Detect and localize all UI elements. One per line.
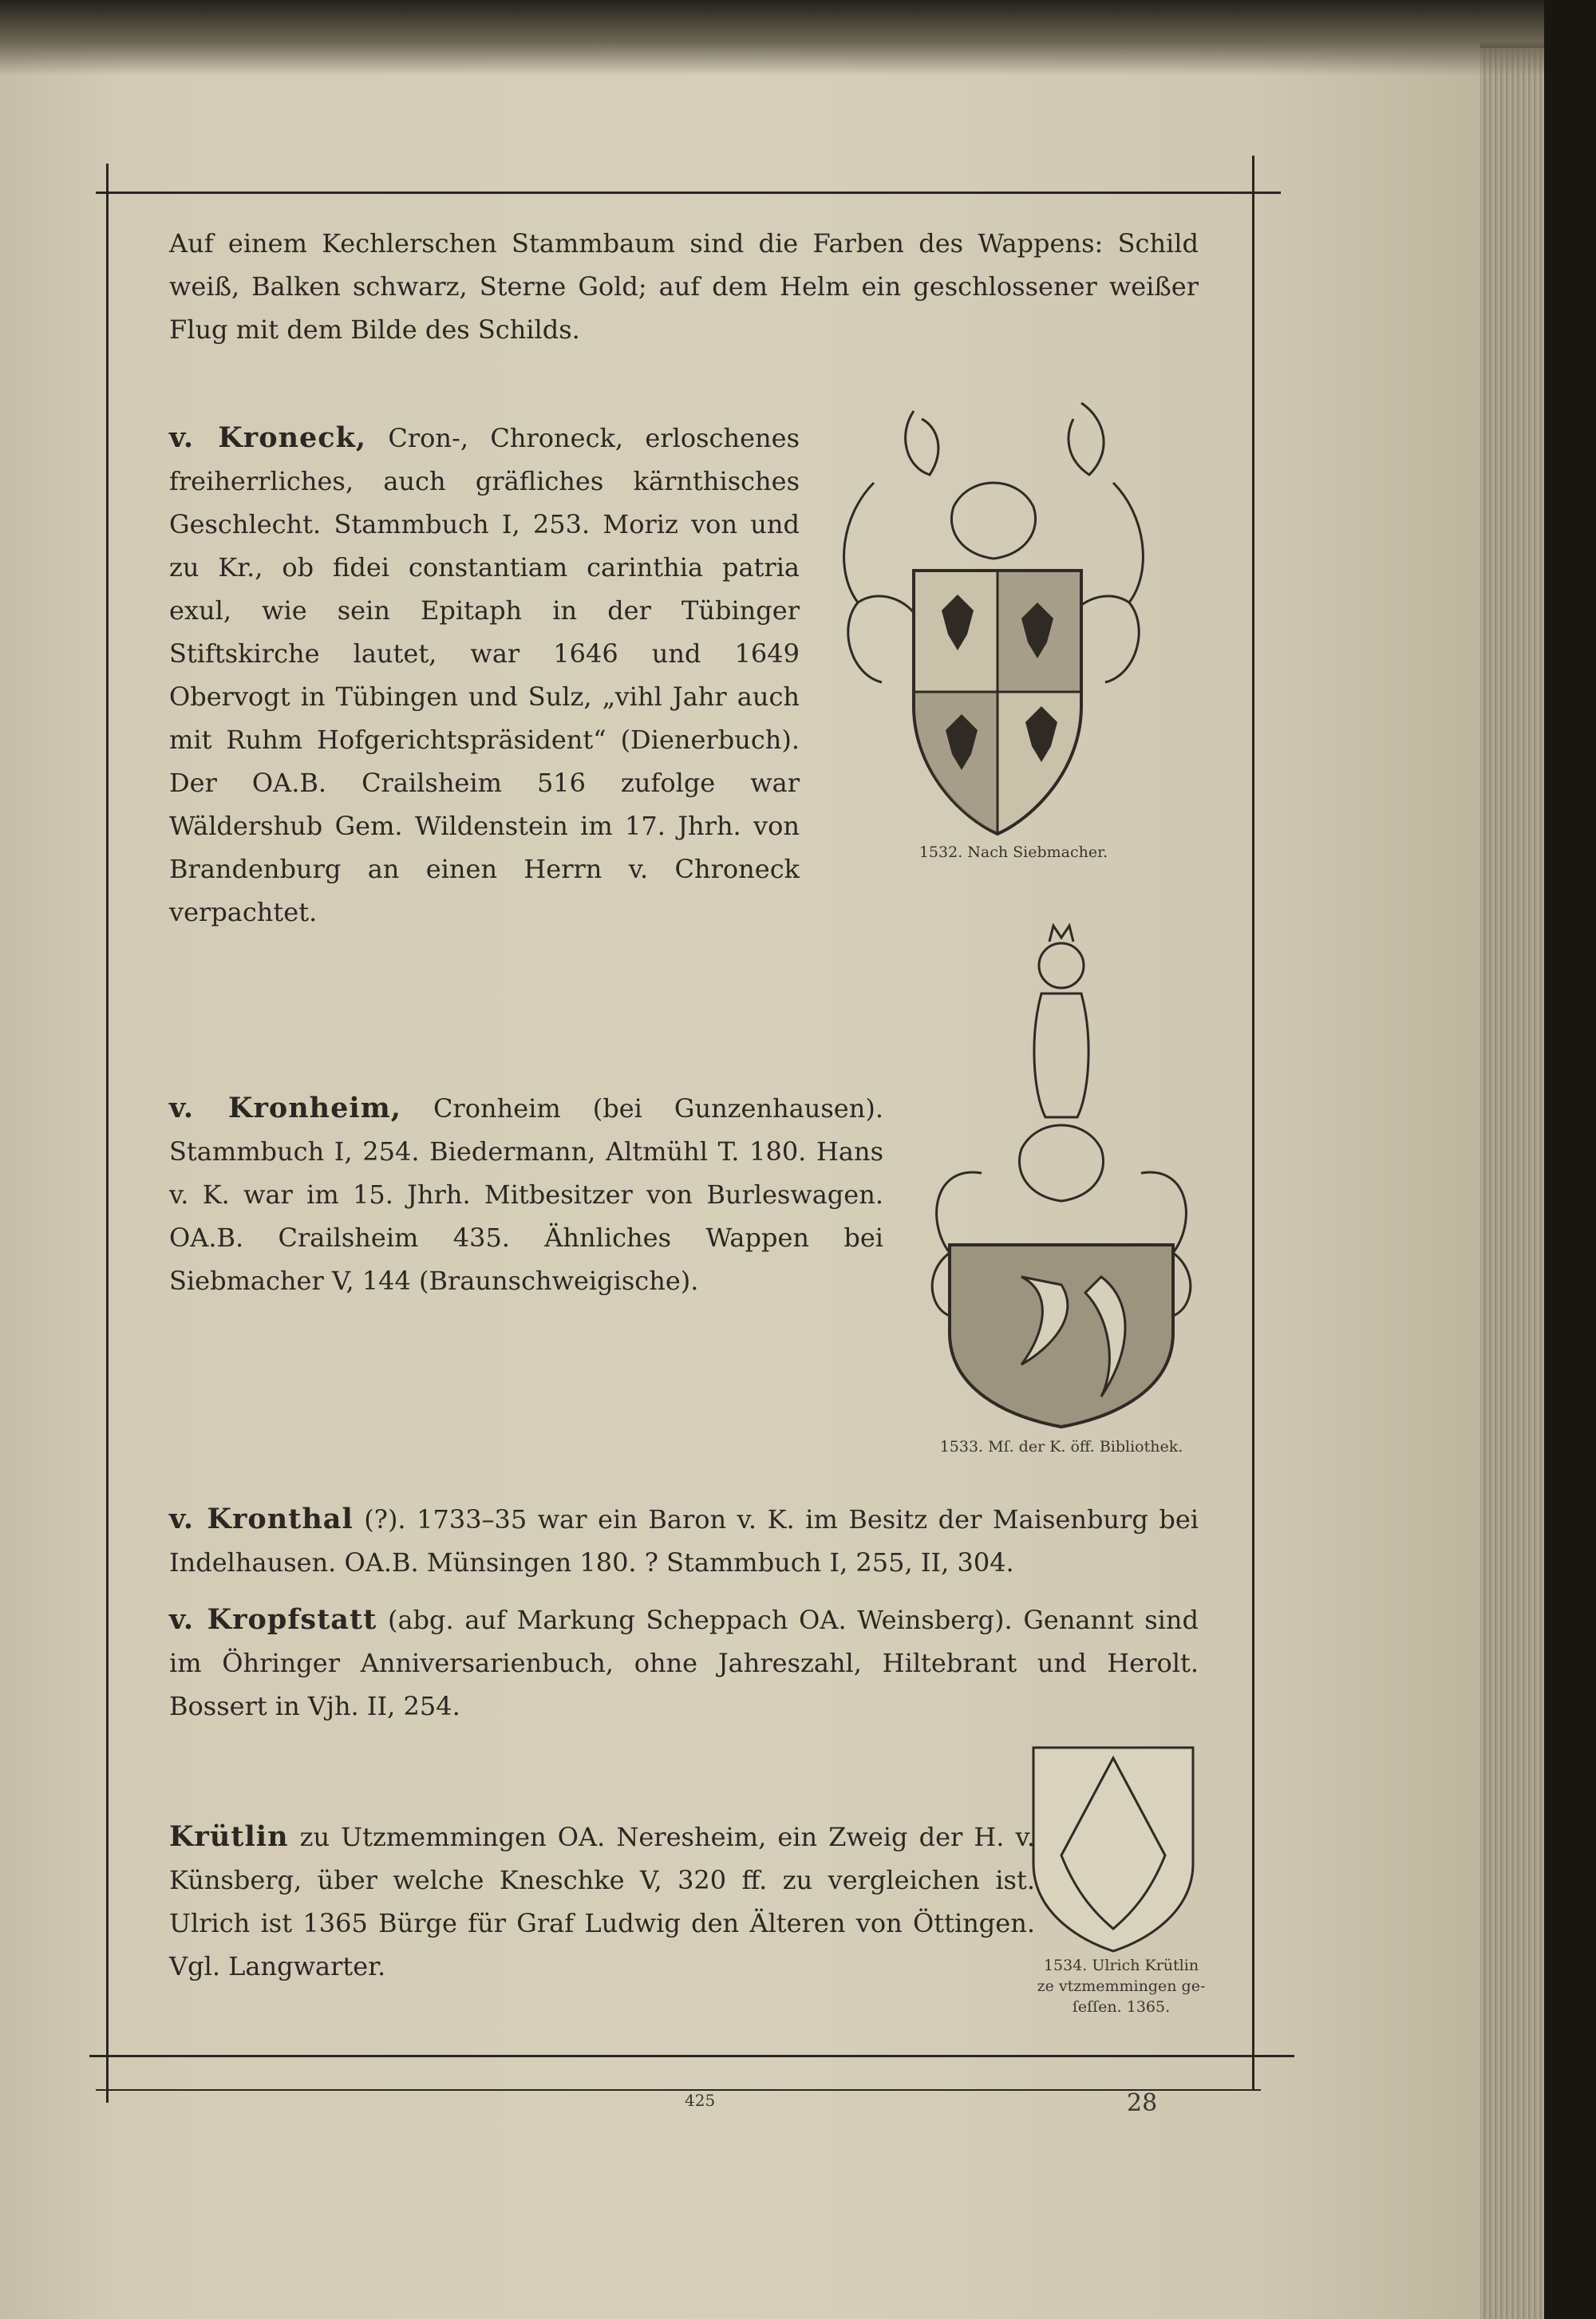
- entry-head: Krütlin: [169, 1820, 289, 1853]
- entry-head: v. Kronthal: [169, 1503, 354, 1535]
- shield-1534-drawing: [1029, 1744, 1197, 1955]
- entry-kronthal: [169, 1498, 1199, 1584]
- coat-of-arms-1533: [902, 918, 1221, 1428]
- caption-1532: 1532. Nach Siebmacher.: [918, 843, 1108, 861]
- page-number-right: 28: [1127, 2089, 1158, 2117]
- frame-right-line: [1252, 156, 1254, 2091]
- book-cover: [1544, 0, 1596, 2319]
- top-shadow: [0, 0, 1544, 76]
- caption-1533: 1533. Mſ. der K. öff. Bibliothek.: [939, 1438, 1183, 1456]
- caption-1534-line1: 1534. Ulrich Krütlin: [1043, 1957, 1199, 1974]
- coat-of-arms-1532-drawing: [826, 387, 1161, 842]
- page-number-center: 425: [685, 2091, 716, 2110]
- caption-1534: [1013, 1955, 1229, 2017]
- entry-head: v. Kroneck,: [169, 421, 367, 454]
- entry-head: v. Kropfstatt: [169, 1603, 377, 1636]
- entry-body: (abg. auf Markung Scheppach OA. Weinsberg). Genannt sind im Öhringer Anniversarienbuch, ohne Jahreszahl, Hiltebrant und Herolt. Bossert in Vjh. II, 254.: [169, 1605, 1199, 1721]
- frame-footer-line: [96, 2089, 1261, 2091]
- entry-body: zu Utzmemmingen OA. Neresheim, ein Zweig der H. v. Künsberg, über welche Kneschke V, 320 ff. zu vergleichen ist. Ulrich ist 1365 Bürge für Graf Ludwig den Älteren von Öttingen. Vgl. Langwarter.: [169, 1822, 1035, 1981]
- coat-of-arms-1532: [826, 387, 1161, 842]
- entry-head: v. Kronheim,: [169, 1092, 401, 1124]
- frame-left-line: [106, 164, 109, 2103]
- entry-body: Cron-, Chroneck, erloschenes freiherrliches, auch gräfliches kärnthisches Geschlecht. Stammbuch I, 253. Moriz von und zu Kr., ob fidei constantiam carinthia patria exul, wie sein Epitaph in der Tübinger Stiftskirche lautet, war 1646 und 1649 Obervogt in Tübingen und Sulz, „vihl Jahr auch mit Ruhm Hofgerichtspräsident“ (Dienerbuch). Der OA.B. Crailsheim 516 zufolge war Wäldershub Gem. Wildenstein im 17. Jhrh. von Brandenburg an einen Herrn v. Chroneck verpachtet.: [169, 423, 800, 927]
- caption-1534-line2: ze vtzmemmingen ge-: [1037, 1977, 1206, 1995]
- entry-kroneck: [169, 417, 800, 934]
- shield-1534: [1029, 1744, 1197, 1955]
- caption-1534-line3: ſeſſen. 1365.: [1072, 1998, 1171, 2016]
- entry-body: (?). 1733–35 war ein Baron v. K. im Besitz der Maisenburg bei Indelhausen. OA.B. Münsingen 180. ? Stammbuch I, 255, II, 304.: [169, 1504, 1199, 1578]
- page-edges: [1480, 48, 1544, 2319]
- entry-body: Cronheim (bei Gunzenhausen). Stammbuch I, 254. Biedermann, Altmühl T. 180. Hans v. K. war im 15. Jhrh. Mitbesitzer von Burleswagen. OA.B. Crailsheim 435. Ähnliches Wappen bei Siebmacher V, 144 (Braunschweigische).: [169, 1093, 883, 1296]
- frame-bottom-line: [89, 2055, 1294, 2057]
- entry-kropfstatt: [169, 1598, 1199, 1728]
- intro-paragraph: Auf einem Kechlerschen Stammbaum sind die Farben des Wappens: Schild weiß, Balken schwarz, Sterne Gold; auf dem Helm ein geschlossener weißer Flug mit dem Bilde des Schilds.: [169, 228, 1199, 345]
- frame-top-line: [96, 192, 1281, 194]
- entry-kronheim: [169, 1087, 883, 1302]
- coat-of-arms-1533-drawing: [902, 918, 1221, 1428]
- entry-kruetlin: [169, 1815, 1035, 1988]
